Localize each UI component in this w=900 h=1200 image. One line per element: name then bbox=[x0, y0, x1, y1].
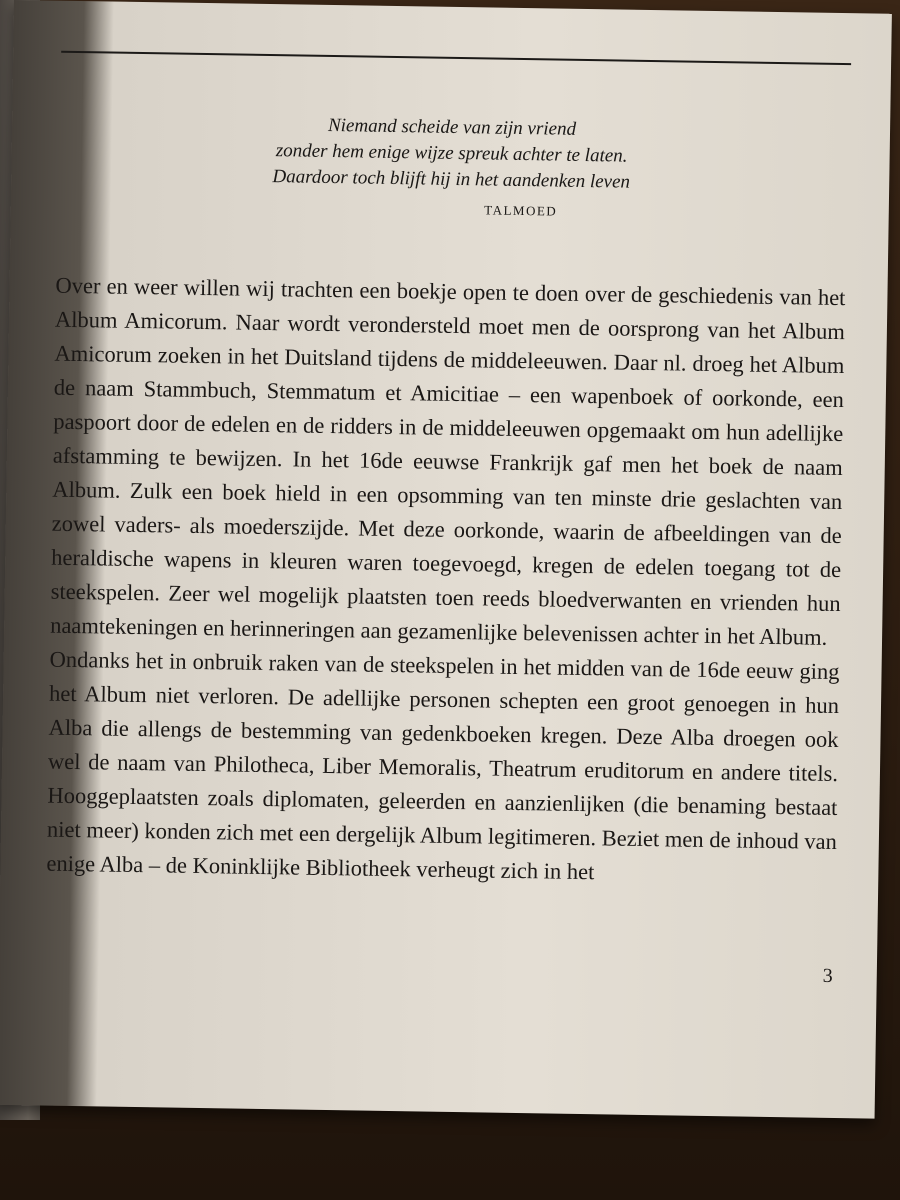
motto-line-2: zonder hem enige wijze spreuk achter te laten. bbox=[275, 140, 628, 167]
motto-line-1: Niemand scheide van zijn vriend bbox=[327, 114, 577, 140]
paragraph-1: Over en weer willen wij trachten een boekje open te doen over de geschiedenis van het Album Amicorum. Naar wordt verondersteld moet men de oorsprong van het Album Amicorum zoeken in het Duitsland tijdens de middeleeuwen. Daar nl. droeg het Album de naam Stammbuch, Stemmatum et Amicitiae – een wapenboek of oorkonde, een paspoort door de edelen en de ridders in de middeleeuwen opgemaakt om hun adellijke afstamming te bewijzen. In het 16de eeuwse Frankrijk gaf men het boek de naam Album. Zulk een boek hield in een opsomming van ten minste drie geslachten van zowel vaders- als moederszijde. Met deze oorkonde, waarin de afbeeldingen van de heraldische wapens in kleuren waren toegevoegd, kregen de edelen toegang tot de steekspelen. Zeer wel mogelijk plaatsten toen reeds bloedverwanten en vrienden hun naamtekeningen en herinneringen aan gezamenlijke belevenissen achter in het Album. bbox=[49, 272, 846, 650]
header-rule bbox=[61, 51, 851, 65]
page-number: 3 bbox=[822, 964, 833, 987]
motto-quote bbox=[51, 109, 853, 230]
motto-line-3: Daardoor toch blijft hij in het aandenken leven bbox=[272, 166, 631, 193]
motto-source: TALMOED bbox=[484, 202, 558, 219]
body-text bbox=[46, 269, 846, 893]
paragraph-2: Ondanks het in onbruik raken van de steekspelen in het midden van de 16de eeuw ging het Album niet verloren. De adellijke personen schepten een groot genoegen in hun Alba die allengs de bestemming van gedenkboeken kregen. Deze Alba droegen ook wel de naam van Philotheca, Liber Memoralis, Theatrum eruditorum en andere titels. Hooggeplaatsten zoals diplomaten, geleerden en aanzienlijken (die benaming bestaat niet meer) konden zich met een dergelijk Album legitimeren. Beziet men de inhoud van enige Alba – de Koninklijke Bibliotheek verheugt zich in het bbox=[46, 646, 840, 885]
